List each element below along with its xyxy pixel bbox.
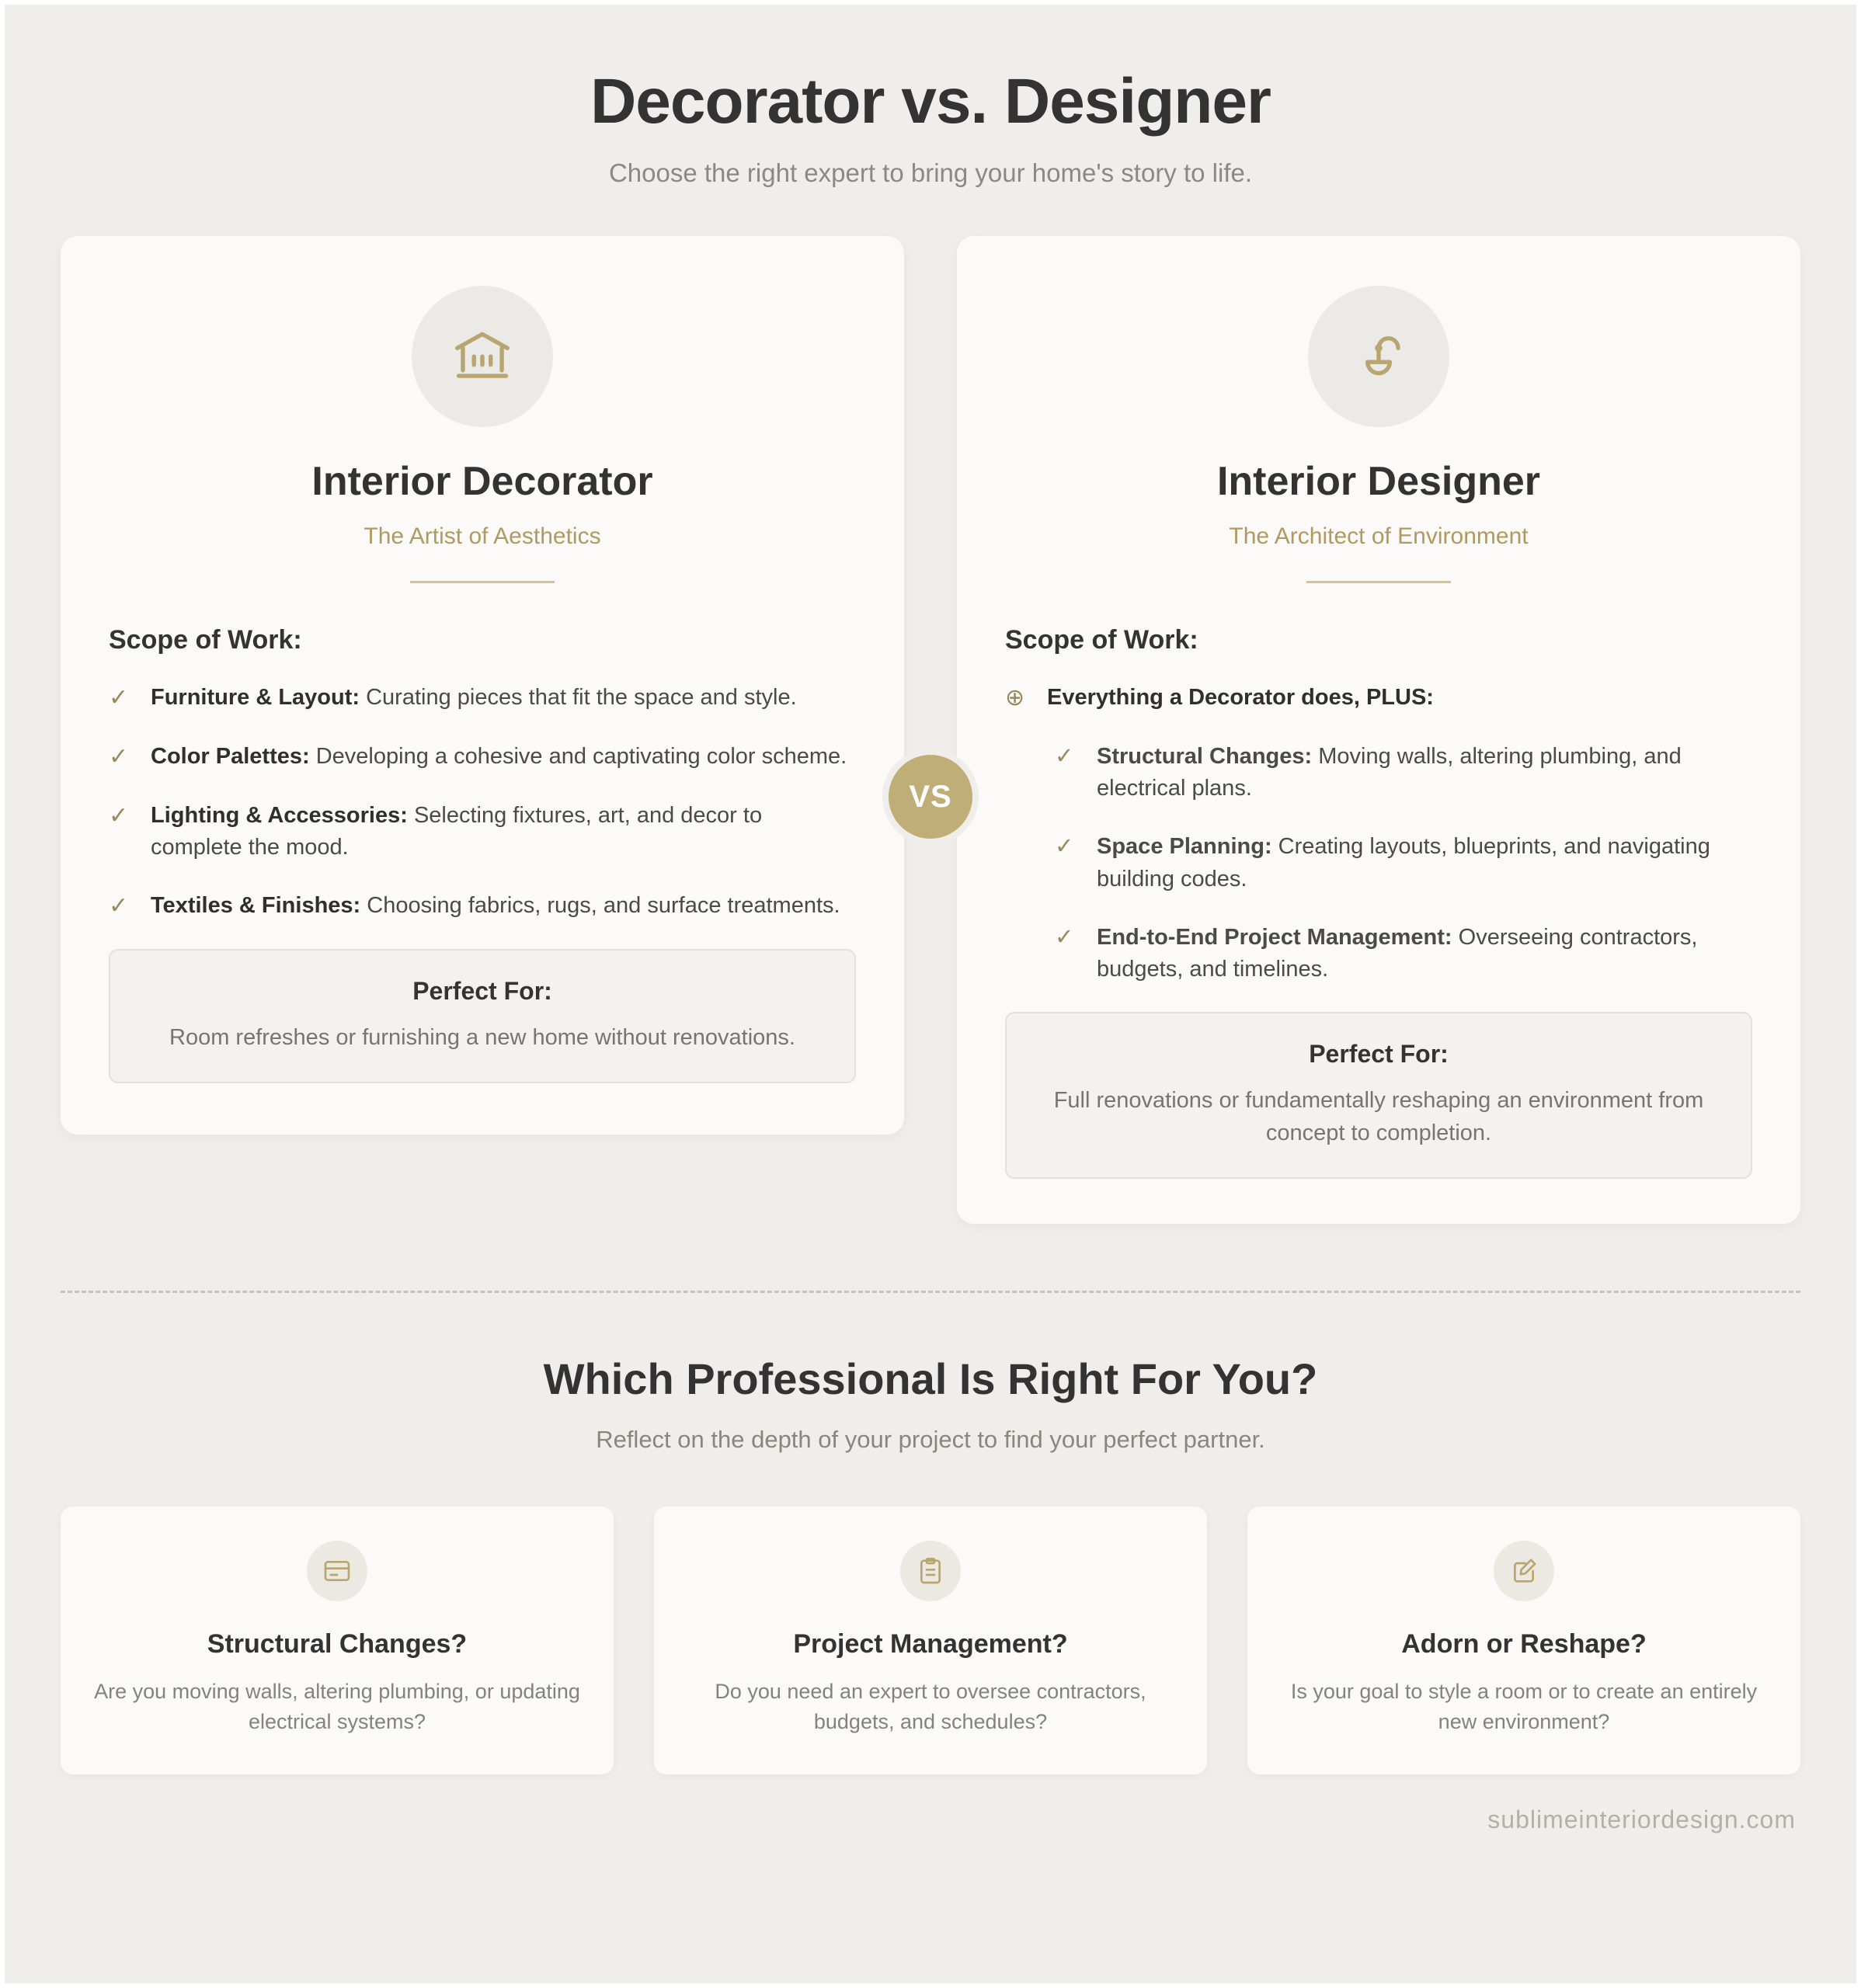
perfect-for-title: Perfect For: bbox=[1309, 1040, 1449, 1069]
scope-label: Scope of Work: bbox=[109, 625, 302, 655]
check-icon: ✓ bbox=[1055, 924, 1074, 950]
list-item-body: Selecting fixtures, art, and decor to complete the mood. bbox=[151, 803, 763, 860]
list-item-lead: Lighting & Accessories: bbox=[151, 803, 408, 828]
check-icon: ✓ bbox=[109, 744, 129, 770]
list-item-lead: End-to-End Project Management: bbox=[1097, 924, 1452, 950]
question-cards bbox=[61, 1507, 1800, 1774]
question-card-text: Are you moving walls, altering plumbing, or updating electrical systems? bbox=[94, 1680, 580, 1734]
list-item bbox=[1055, 741, 1752, 805]
card-subtitle: The Artist of Aesthetics bbox=[364, 523, 601, 549]
designer-scope-list bbox=[1005, 682, 1752, 714]
list-item bbox=[1055, 831, 1752, 895]
question-card-title: Structural Changes? bbox=[207, 1629, 468, 1660]
header bbox=[61, 65, 1800, 188]
divider bbox=[1306, 581, 1451, 583]
card-subtitle: The Architect of Environment bbox=[1229, 523, 1529, 549]
perfect-for-text: Full renovations or fundamentally reshaping an environment from concept to completion. bbox=[1053, 1088, 1704, 1146]
question-card-text: Do you need an expert to oversee contractors, budgets, and schedules? bbox=[715, 1680, 1146, 1734]
question-card-adorn-or-reshape bbox=[1247, 1507, 1800, 1774]
perfect-for-title: Perfect For: bbox=[412, 977, 552, 1006]
list-item-body: Creating layouts, blueprints, and navigating building codes. bbox=[1097, 834, 1710, 891]
list-item-body: Choosing fabrics, rugs, and surface treatments. bbox=[360, 893, 840, 919]
bottom-subtitle: Reflect on the depth of your project to find your perfect partner. bbox=[596, 1426, 1265, 1454]
list-item-body: Overseeing contractors, budgets, and timelines. bbox=[1097, 924, 1698, 982]
edit-square-icon bbox=[1494, 1541, 1554, 1601]
perfect-for-box bbox=[109, 949, 856, 1083]
divider bbox=[410, 581, 555, 583]
clipboard-icon bbox=[900, 1541, 961, 1601]
bottom-title: Which Professional Is Right For You? bbox=[543, 1354, 1318, 1404]
list-item-text bbox=[1097, 741, 1752, 805]
list-item-lead: Everything a Decorator does, PLUS: bbox=[1047, 685, 1434, 710]
list-item-lead: Textiles & Finishes: bbox=[151, 893, 361, 919]
list-item-text bbox=[1097, 831, 1752, 895]
card-title: Interior Decorator bbox=[311, 459, 653, 504]
list-item-body: Developing a cohesive and captivating color scheme. bbox=[309, 744, 847, 769]
list-item bbox=[109, 741, 856, 773]
card-interior-designer bbox=[957, 236, 1800, 1224]
page-subtitle: Choose the right expert to bring your home's story to life. bbox=[608, 158, 1253, 187]
list-item bbox=[109, 800, 856, 864]
card-title: Interior Designer bbox=[1216, 459, 1541, 504]
perfect-for-text: Room refreshes or furnishing a new home without renovations. bbox=[169, 1025, 795, 1051]
page-title: Decorator vs. Designer bbox=[590, 66, 1271, 137]
list-item bbox=[109, 682, 856, 714]
check-icon: ✓ bbox=[109, 893, 129, 919]
list-item-text bbox=[151, 800, 856, 864]
wall-panel-icon bbox=[307, 1541, 367, 1601]
list-item-lead: Space Planning: bbox=[1097, 834, 1272, 860]
check-icon: ✓ bbox=[109, 803, 129, 829]
card-interior-decorator bbox=[61, 236, 904, 1135]
list-item bbox=[109, 890, 856, 923]
list-item-text bbox=[1097, 922, 1752, 985]
question-card-title: Project Management? bbox=[793, 1629, 1068, 1660]
list-item-plus bbox=[1005, 682, 1752, 714]
list-item-lead: Furniture & Layout: bbox=[151, 685, 360, 710]
perfect-for-box bbox=[1005, 1012, 1752, 1179]
classical-building-icon bbox=[412, 286, 553, 427]
designer-sub-list bbox=[1055, 741, 1752, 985]
list-item-text bbox=[151, 741, 847, 773]
question-card-text: Is your goal to style a room or to create an entirely new environment? bbox=[1290, 1680, 1758, 1734]
decorator-scope-list bbox=[109, 682, 856, 923]
list-item-text bbox=[151, 890, 840, 923]
check-icon: ✓ bbox=[109, 685, 129, 711]
list-item-body: Moving walls, altering plumbing, and electrical plans. bbox=[1097, 744, 1682, 801]
comparison-section bbox=[61, 236, 1800, 1224]
list-item-lead: Structural Changes: bbox=[1097, 744, 1313, 769]
list-item bbox=[1055, 922, 1752, 985]
question-card-title: Adorn or Reshape? bbox=[1401, 1629, 1647, 1660]
list-item-lead: Color Palettes: bbox=[151, 744, 310, 769]
vs-badge: VS bbox=[882, 749, 979, 845]
list-item-text bbox=[1047, 682, 1434, 714]
list-item-text bbox=[151, 682, 797, 714]
check-icon: ✓ bbox=[1055, 834, 1074, 860]
footer-url: sublimeinteriordesign.com bbox=[1487, 1806, 1796, 1834]
scope-label: Scope of Work: bbox=[1005, 625, 1198, 655]
bottom-section bbox=[61, 1354, 1800, 1834]
list-item-body: Curating pieces that fit the space and style. bbox=[360, 685, 797, 710]
question-card-project-management bbox=[654, 1507, 1207, 1774]
check-icon: ✓ bbox=[1055, 744, 1074, 769]
section-divider bbox=[61, 1291, 1800, 1293]
plus-circle-icon: ⊕ bbox=[1005, 685, 1025, 711]
question-card-structural-changes bbox=[61, 1507, 614, 1774]
lamp-icon bbox=[1308, 286, 1449, 427]
